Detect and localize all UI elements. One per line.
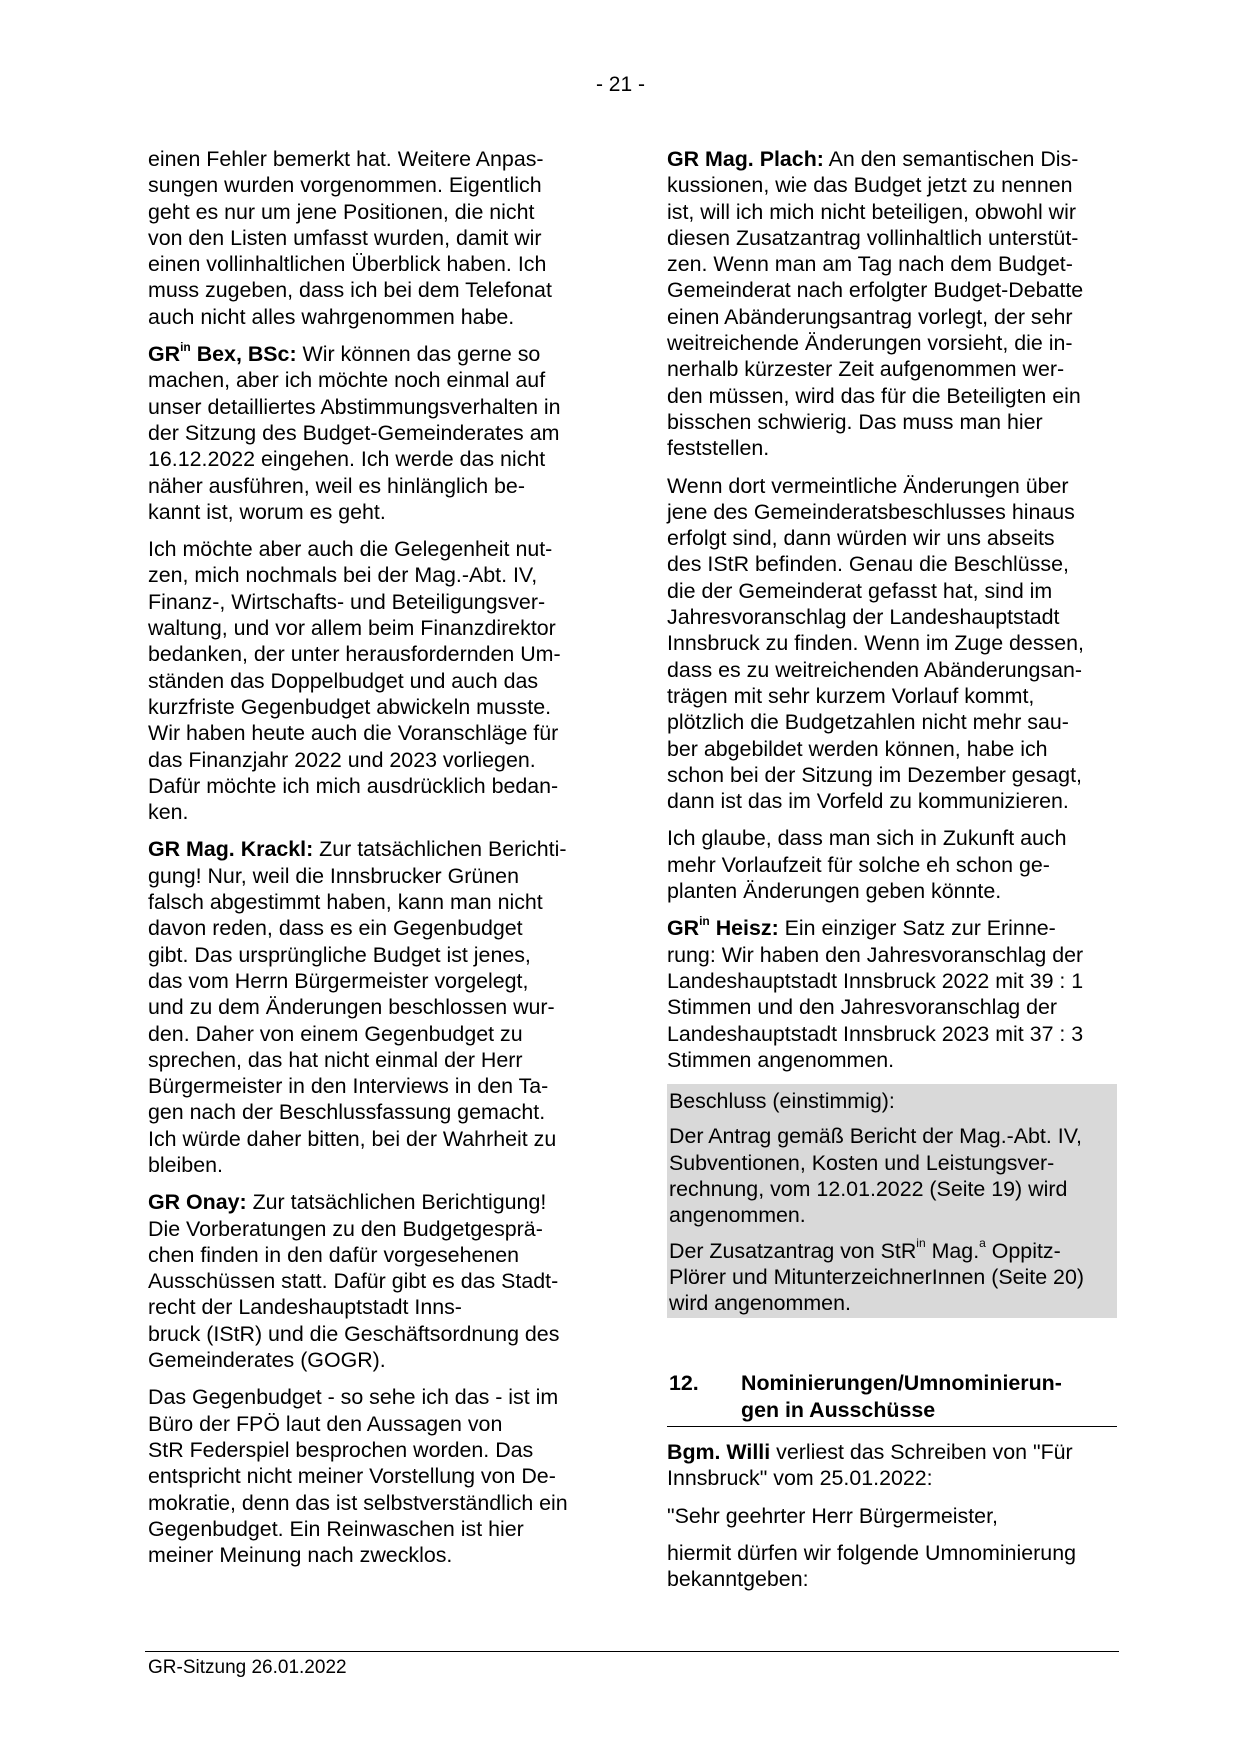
text-line: waltung, und vor allem beim Finanzdirektor bbox=[148, 616, 556, 641]
text-line: unser detailliertes Abstimmungsverhalten in bbox=[148, 394, 561, 419]
text-line: Finanz-, Wirtschafts- und Beteiligungsver- bbox=[148, 589, 546, 614]
text-line: trägen mit sehr kurzem Vorlauf kommt, bbox=[667, 683, 1035, 708]
text-line: sungen wurden vorgenommen. Eigentlich bbox=[148, 173, 542, 198]
text-line: gung! Nur, weil die Innsbrucker Grünen bbox=[148, 863, 519, 888]
text-line: machen, aber ich möchte noch einmal auf bbox=[148, 368, 546, 393]
text-line: bedanken, der unter herausfordernden Um- bbox=[148, 642, 561, 667]
text-line: auch nicht alles wahrgenommen habe. bbox=[148, 304, 515, 329]
speaker-name: Bgm. Willi bbox=[667, 1440, 771, 1465]
text-line: den müssen, wird das für die Beteiligten ein bbox=[667, 383, 1081, 408]
text-line: mokratie, denn das ist selbstverständlich ein bbox=[148, 1490, 568, 1515]
text-line: Büro der FPÖ laut den Aussagen von bbox=[148, 1411, 503, 1436]
footer-divider bbox=[145, 1651, 1119, 1652]
text-line: einen Fehler bemerkt hat. Weitere Anpas- bbox=[148, 147, 544, 171]
paragraph bbox=[667, 473, 1117, 815]
letter-paragraph bbox=[667, 1540, 1117, 1593]
text-line: diesen Zusatzantrag vollinhaltlich unterstüt- bbox=[667, 225, 1079, 250]
text-line: Ich möchte aber auch die Gelegenheit nut- bbox=[148, 537, 553, 562]
text-line: Nominierungen/Umnominierun- bbox=[741, 1371, 1062, 1396]
right-column bbox=[667, 146, 1117, 1604]
text-line: bisschen schwierig. Das muss man hier bbox=[667, 409, 1043, 434]
letter-salutation: "Sehr geehrter Herr Bürgermeister, bbox=[667, 1503, 998, 1528]
text-line: Bürgermeister in den Interviews in den Ta- bbox=[148, 1074, 549, 1099]
text-line: Landeshauptstadt Innsbruck 2023 mit 37 : 3 bbox=[667, 1021, 1084, 1046]
text-line: Ich würde daher bitten, bei der Wahrheit zu bbox=[148, 1126, 557, 1151]
left-column bbox=[148, 146, 600, 1579]
speaker-name: $GR^{in}$ Bex, BSc: bbox=[148, 339, 297, 367]
text-line: dass es zu weitreichenden Abänderungsan- bbox=[667, 657, 1083, 682]
text-line: Landeshauptstadt Innsbruck 2022 mit 39 : 1 bbox=[667, 968, 1084, 993]
speech-bex: $GR^{in}$ Bex, BSc: Wir können das gerne so machen, aber ich möchte noch einmal auf unser detailliertes Abstimmungsverhalten in der Sitzung des Budget-Gemeinderates am 16.12.2022 eingehen. Ich werde das nicht näher ausführen, weil es hinlänglich be- kannt ist, worum es geht. bbox=[148, 341, 600, 525]
paragraph bbox=[148, 536, 600, 825]
text-line: Plörer und MitunterzeichnerInnen (Seite 20) bbox=[669, 1264, 1084, 1289]
text-line: recht der Landeshauptstadt Inns- bbox=[148, 1295, 462, 1320]
text-line: zen, mich nochmals bei der Mag.-Abt. IV, bbox=[148, 563, 538, 588]
page-number: - 21 - bbox=[595, 73, 645, 96]
text-line: Die Vorberatungen zu den Budgetgesprä- bbox=[148, 1216, 543, 1241]
text-line: entspricht nicht meiner Vorstellung von De- bbox=[148, 1464, 556, 1489]
text-line: 16.12.2022 eingehen. Ich werde das nicht bbox=[148, 447, 546, 472]
text-line: chen finden in den dafür vorgesehenen bbox=[148, 1242, 520, 1267]
text-line: von den Listen umfasst wurden, damit wir bbox=[148, 225, 542, 250]
text-line: jene des Gemeinderatsbeschlusses hinaus bbox=[667, 499, 1075, 524]
text-line: kussionen, wie das Budget jetzt zu nennen bbox=[667, 173, 1073, 198]
text-line: StR Federspiel besprochen worden. Das bbox=[148, 1437, 534, 1462]
text-line: gibt. Das ursprüngliche Budget ist jenes, bbox=[148, 942, 531, 967]
text-line: gen nach der Beschlussfassung gemacht. bbox=[148, 1100, 546, 1125]
text-line: Ausschüssen statt. Dafür gibt es das Stadt- bbox=[148, 1269, 559, 1294]
text-line: feststellen. bbox=[667, 436, 770, 461]
speaker-name: GR Onay: bbox=[148, 1190, 247, 1215]
text-line: schon bei der Sitzung im Dezember gesagt, bbox=[667, 762, 1082, 787]
text-line: rechnung, vom 12.01.2022 (Seite 19) wird bbox=[669, 1176, 1068, 1201]
text-line: den. Daher von einem Gegenbudget zu bbox=[148, 1021, 523, 1046]
text-line: muss zugeben, dass ich bei dem Telefonat bbox=[148, 278, 552, 303]
text-line: kurzfriste Gegenbudget abwickeln musste. bbox=[148, 694, 552, 719]
text-line: Innsbruck" vom 25.01.2022: bbox=[667, 1466, 933, 1491]
speaker-name: $GR^{in}$ Heisz: bbox=[667, 914, 779, 941]
agenda-number: 12. bbox=[669, 1371, 699, 1396]
text-line: Stimmen und den Jahresvoranschlag der bbox=[667, 995, 1058, 1020]
text-line: das vom Herrn Bürgermeister vorgelegt, bbox=[148, 968, 529, 993]
text-line: rung: Wir haben den Jahresvoranschlag der bbox=[667, 942, 1084, 967]
paragraph bbox=[148, 146, 600, 330]
text-line: kannt ist, worum es geht. bbox=[148, 499, 386, 524]
speech-plach: GR Mag. Plach: An den semantischen Dis- kussionen, wie das Budget jetzt zu nennen ist, will ich mich nicht beteiligen, obwohl wir diesen Zusatzantrag vollinhaltlich unterstüt- zen. Wenn man am Tag nach dem Budget- Gemeinderat nach erfolgter Budget-Debatte einen Abänderungsantrag vorlegt, der sehr weitreichende Änderungen vorsieht, die in- nerhalb kürzester Zeit aufgenommen wer- den müssen, wird das für die Beteiligten ein bisschen schwierig. Das muss man hier feststellen. bbox=[667, 146, 1117, 462]
text-line: ist, will ich mich nicht beteiligen, obwohl wir bbox=[667, 199, 1076, 224]
paragraph bbox=[148, 1384, 600, 1568]
text-line: Ich glaube, dass man sich in Zukunft auch bbox=[667, 826, 1067, 851]
paragraph bbox=[667, 825, 1117, 904]
text-line: Das Gegenbudget - so sehe ich das - ist im bbox=[148, 1385, 559, 1410]
text-line: ständen das Doppelbudget und auch das bbox=[148, 668, 539, 693]
text-line: Gegenbudget. Ein Reinwaschen ist hier bbox=[148, 1516, 524, 1541]
text-line: Wenn dort vermeintliche Änderungen über bbox=[667, 473, 1069, 498]
text-line: Der Antrag gemäß Bericht der Mag.-Abt. IV, bbox=[669, 1124, 1082, 1149]
text-line: Stimmen angenommen. bbox=[667, 1047, 895, 1072]
agenda-title bbox=[741, 1370, 1117, 1423]
text-line: die der Gemeinderat gefasst hat, sind im bbox=[667, 578, 1053, 603]
text-line: wird angenommen. bbox=[669, 1291, 851, 1316]
text-line: Innsbruck zu finden. Wenn im Zuge dessen, bbox=[667, 631, 1084, 656]
text-line: davon reden, dass es ein Gegenbudget bbox=[148, 916, 523, 941]
text-line: Dafür möchte ich mich ausdrücklich bedan- bbox=[148, 773, 559, 798]
text-line: nerhalb kürzester Zeit aufgenommen wer- bbox=[667, 357, 1065, 382]
text-line: Jahresvoranschlag der Landeshauptstadt bbox=[667, 605, 1060, 630]
text-line: der Sitzung des Budget-Gemeinderates am bbox=[148, 420, 560, 445]
text-line: ber abgebildet werden können, habe ich bbox=[667, 736, 1048, 761]
text-line: ken. bbox=[148, 800, 189, 825]
speech-onay: GR Onay: Zur tatsächlichen Berichtigung! Die Vorberatungen zu den Budgetgesprä- chen finden in den dafür vorgesehenen Ausschüssen statt. Dafür gibt es das Stadt- recht der Landeshauptstadt Inns- bruck (IStR) und die Geschäftsordnung des Gemeinderates (GOGR). bbox=[148, 1189, 600, 1373]
decision-resolution-1 bbox=[667, 1123, 1117, 1228]
text-line: falsch abgestimmt haben, kann man nicht bbox=[148, 890, 543, 915]
text-line: einen vollinhaltlichen Überblick haben. Ich bbox=[148, 252, 547, 277]
speech-krackl: GR Mag. Krackl: Zur tatsächlichen Berichti- gung! Nur, weil die Innsbrucker Grünen falsch abgestimmt haben, kann man nicht davon reden, dass es ein Gegenbudget gibt. Das ursprüngliche Budget ist jenes, das vom Herrn Bürgermeister vorgelegt, und zu dem Änderungen beschlossen wur- den. Daher von einem Gegenbudget zu sprechen, das hat nicht einmal der Herr Bürgermeister in den Interviews in den Ta- gen nach der Beschlussfassung gemacht. Ich würde daher bitten, bei der Wahrheit zu bleiben. bbox=[148, 836, 600, 1178]
text-line: hiermit dürfen wir folgende Umnominierung bbox=[667, 1540, 1076, 1565]
text-line: meiner Meinung nach zwecklos. bbox=[148, 1543, 453, 1568]
decision-box bbox=[667, 1084, 1117, 1318]
text-line: zen. Wenn man am Tag nach dem Budget- bbox=[667, 252, 1073, 277]
text-line: gen in Ausschüsse bbox=[741, 1397, 936, 1422]
text-line: erfolgt sind, dann würden wir uns abseits bbox=[667, 526, 1055, 551]
text-line: weitreichende Änderungen vorsieht, die in- bbox=[667, 331, 1073, 356]
speech-heisz: $GR^{in}$ Heisz: Ein einziger Satz zur Erinne- rung: Wir haben den Jahresvoranschlag der Landeshauptstadt Innsbruck 2022 mit 39 : 1 Stimmen und den Jahresvoranschlag der Landeshauptstadt Innsbruck 2023 mit 37 : 3 Stimmen angenommen. bbox=[667, 915, 1117, 1073]
text-line: Gemeinderat nach erfolgter Budget-Debatte bbox=[667, 278, 1084, 303]
decision-heading: Beschluss (einstimmig): bbox=[669, 1089, 895, 1114]
text-line: Gemeinderates (GOGR). bbox=[148, 1348, 386, 1373]
text-line: plötzlich die Budgetzahlen nicht mehr sau- bbox=[667, 710, 1069, 735]
text-line: Wir haben heute auch die Voranschläge für bbox=[148, 721, 559, 746]
footer-session-date: GR-Sitzung 26.01.2022 bbox=[148, 1657, 347, 1678]
speech-willi: Bgm. Willi verliest das Schreiben von "Für Innsbruck" vom 25.01.2022: bbox=[667, 1439, 1117, 1492]
text-line: Subventionen, Kosten und Leistungsver- bbox=[669, 1150, 1055, 1175]
decision-resolution-2: Der Zusatzantrag von StR$^{in}$ Mag.$^a$ Oppitz- Plörer und MitunterzeichnerInnen (Seite 20) wird angenommen. bbox=[667, 1238, 1117, 1317]
text-line: sprechen, das hat nicht einmal der Herr bbox=[148, 1047, 523, 1072]
text-line: angenommen. bbox=[669, 1203, 806, 1228]
text-line: geht es nur um jene Positionen, die nicht bbox=[148, 199, 535, 224]
agenda-item-heading bbox=[667, 1370, 1117, 1427]
speaker-name: GR Mag. Krackl: bbox=[148, 837, 314, 862]
text-line: bleiben. bbox=[148, 1152, 223, 1177]
text-line: mehr Vorlaufzeit für solche eh schon ge- bbox=[667, 852, 1050, 877]
text-line: näher ausführen, weil es hinlänglich be- bbox=[148, 473, 525, 498]
text-line: bekanntgeben: bbox=[667, 1567, 809, 1592]
text-line: bruck (IStR) und die Geschäftsordnung des bbox=[148, 1321, 560, 1346]
speaker-name: GR Mag. Plach: bbox=[667, 147, 824, 171]
text-line: das Finanzjahr 2022 und 2023 vorliegen. bbox=[148, 747, 536, 772]
text-line: dann ist das im Vorfeld zu kommunizieren. bbox=[667, 789, 1069, 814]
text-line: einen Abänderungsantrag vorlegt, der sehr bbox=[667, 304, 1073, 329]
text-line: und zu dem Änderungen beschlossen wur- bbox=[148, 995, 555, 1020]
text-line: des IStR befinden. Genau die Beschlüsse, bbox=[667, 552, 1069, 577]
text-line: planten Änderungen geben könnte. bbox=[667, 879, 1002, 904]
